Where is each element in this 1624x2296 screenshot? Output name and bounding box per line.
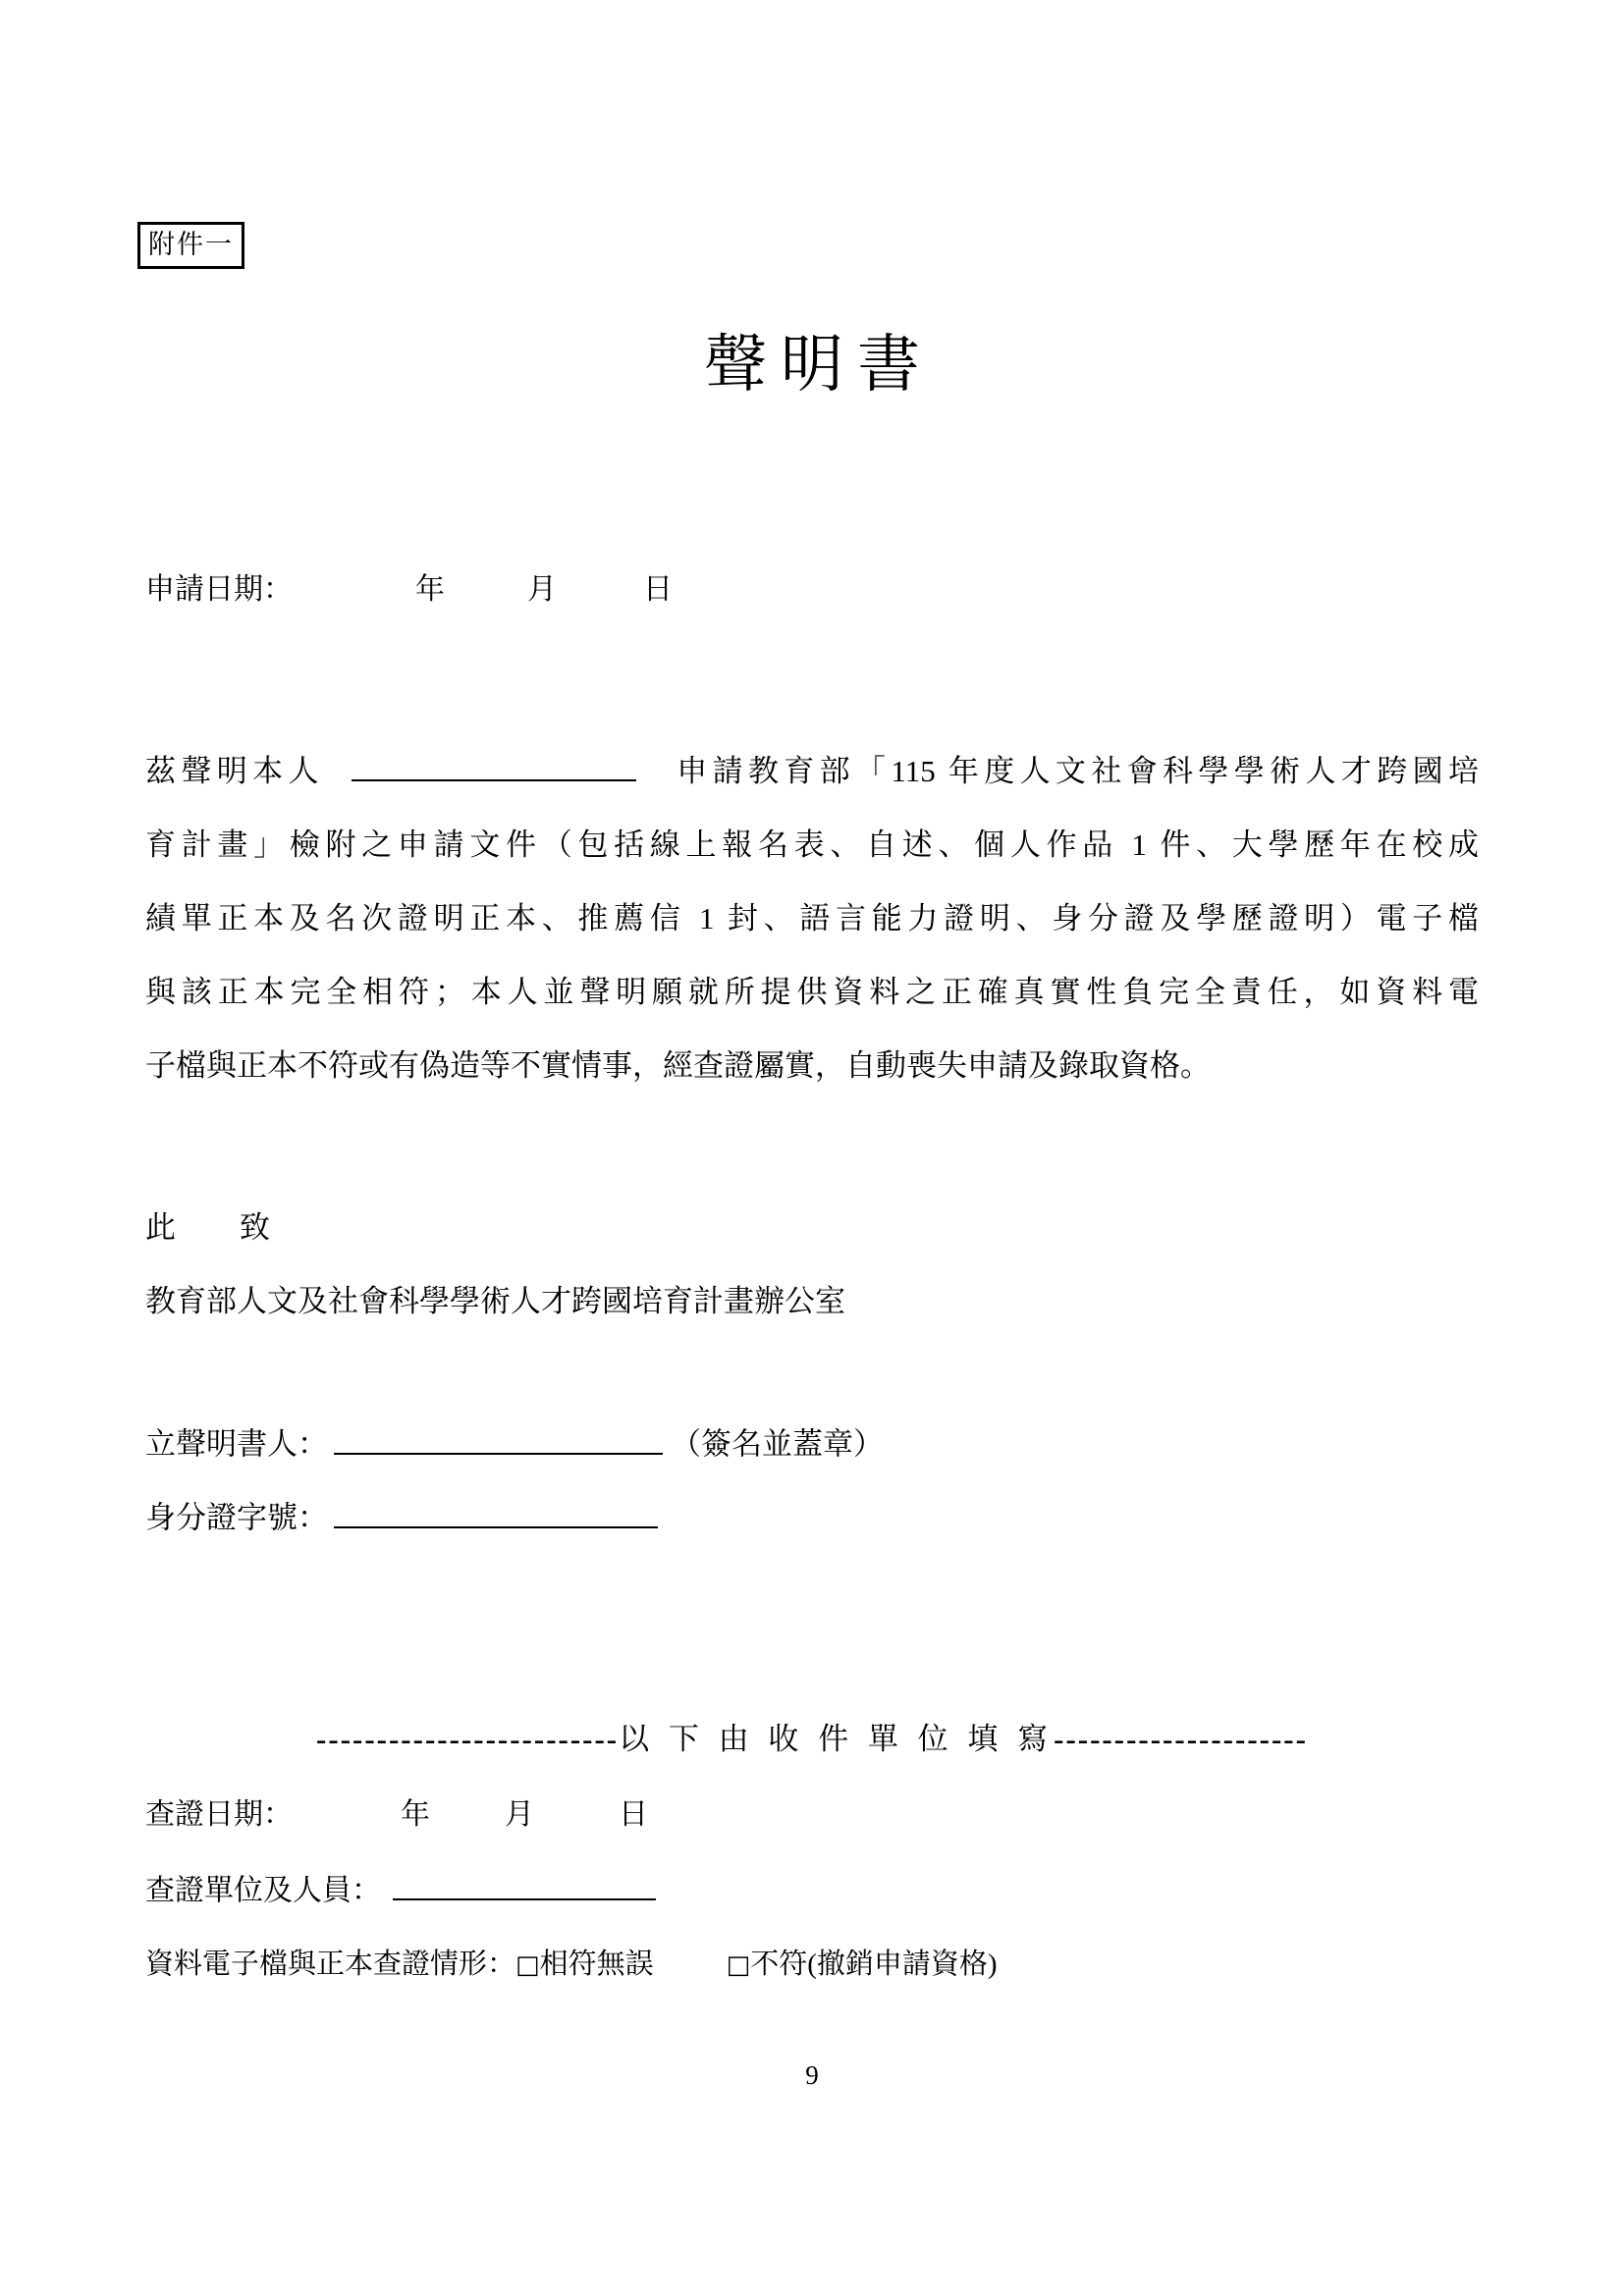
apply-date-month-label: 月	[527, 573, 557, 606]
verify-unit-blank	[393, 1867, 656, 1900]
match-option-label: 相符無誤	[539, 1949, 654, 1980]
verify-result-line	[145, 1944, 998, 1986]
verify-date-label: 查證日期：	[145, 1798, 293, 1831]
declaration-line-1-text: 申請教育部「115 年度人文社會科學學術人才跨國培	[671, 754, 1480, 788]
declaration-line-3: 績單正本及名次證明正本、推薦信 1 封、語言能力證明、身分證及學歷證明）電子檔	[145, 901, 1479, 935]
apply-date-year-label: 年	[415, 573, 445, 606]
verify-unit-line	[145, 1867, 656, 1914]
apply-date-day-label: 日	[643, 573, 673, 606]
verify-date-day-label: 日	[619, 1798, 648, 1831]
divider-dashes-right: ---------------------	[1054, 1722, 1308, 1756]
declaration-line-2: 育計畫」檢附之申請文件（包括線上報名表、自述、個人作品 1 件、大學歷年在校成	[145, 828, 1479, 862]
recipient-office: 教育部人文及社會科學學術人才跨國培育計畫辦公室	[145, 1284, 845, 1318]
verify-date-month-label: 月	[505, 1798, 534, 1831]
page-title: 聲明書	[704, 330, 934, 400]
divider-dashes-left: -------------------------	[316, 1722, 620, 1756]
checkbox-icon: □	[726, 1950, 751, 1980]
declaration-line-5: 子檔與正本不符或有偽造等不實情事，經查證屬實，自動喪失申請及錄取資格。	[145, 1048, 1211, 1083]
id-number-blank	[334, 1494, 658, 1528]
declaration-line-1	[145, 734, 1479, 808]
apply-date-label: 申請日期：	[145, 573, 293, 606]
signature-blank	[334, 1420, 663, 1455]
declaration-line-4: 與該正本完全相符；本人並聲明願就所提供資料之正確真實性負完全責任，如資料電	[145, 975, 1479, 1009]
attachment-label-box	[137, 222, 244, 269]
declaration-paragraph	[145, 734, 1479, 1102]
checkbox-icon: □	[515, 1950, 540, 1980]
apply-date-line	[145, 569, 673, 611]
mismatch-option-label: 不符(撤銷申請資格)	[750, 1949, 998, 1980]
verify-result-label: 資料電子檔與正本查證情形：	[145, 1949, 516, 1980]
mismatch-option	[727, 1944, 998, 1986]
divider-caption: 以 下 由 收 件 單 位 填 寫	[619, 1722, 1055, 1756]
verify-unit-label: 查證單位及人員：	[145, 1874, 381, 1907]
verify-date-line	[145, 1794, 648, 1836]
declaration-prefix: 茲聲明本人	[145, 754, 324, 788]
signer-label: 立聲明書人：	[145, 1426, 328, 1462]
signer-note: （簽名並蓋章）	[671, 1426, 884, 1462]
section-divider	[0, 1720, 1624, 1759]
match-option	[515, 1944, 654, 1986]
attachment-label: 附件一	[148, 230, 234, 259]
id-number-label: 身分證字號：	[145, 1500, 328, 1535]
id-number-line	[145, 1494, 658, 1541]
verify-date-year-label: 年	[401, 1798, 430, 1831]
salutation: 此 致	[145, 1210, 271, 1245]
signer-line	[145, 1420, 884, 1468]
page-number: 9	[805, 2060, 819, 2090]
declarant-name-blank	[352, 747, 636, 781]
